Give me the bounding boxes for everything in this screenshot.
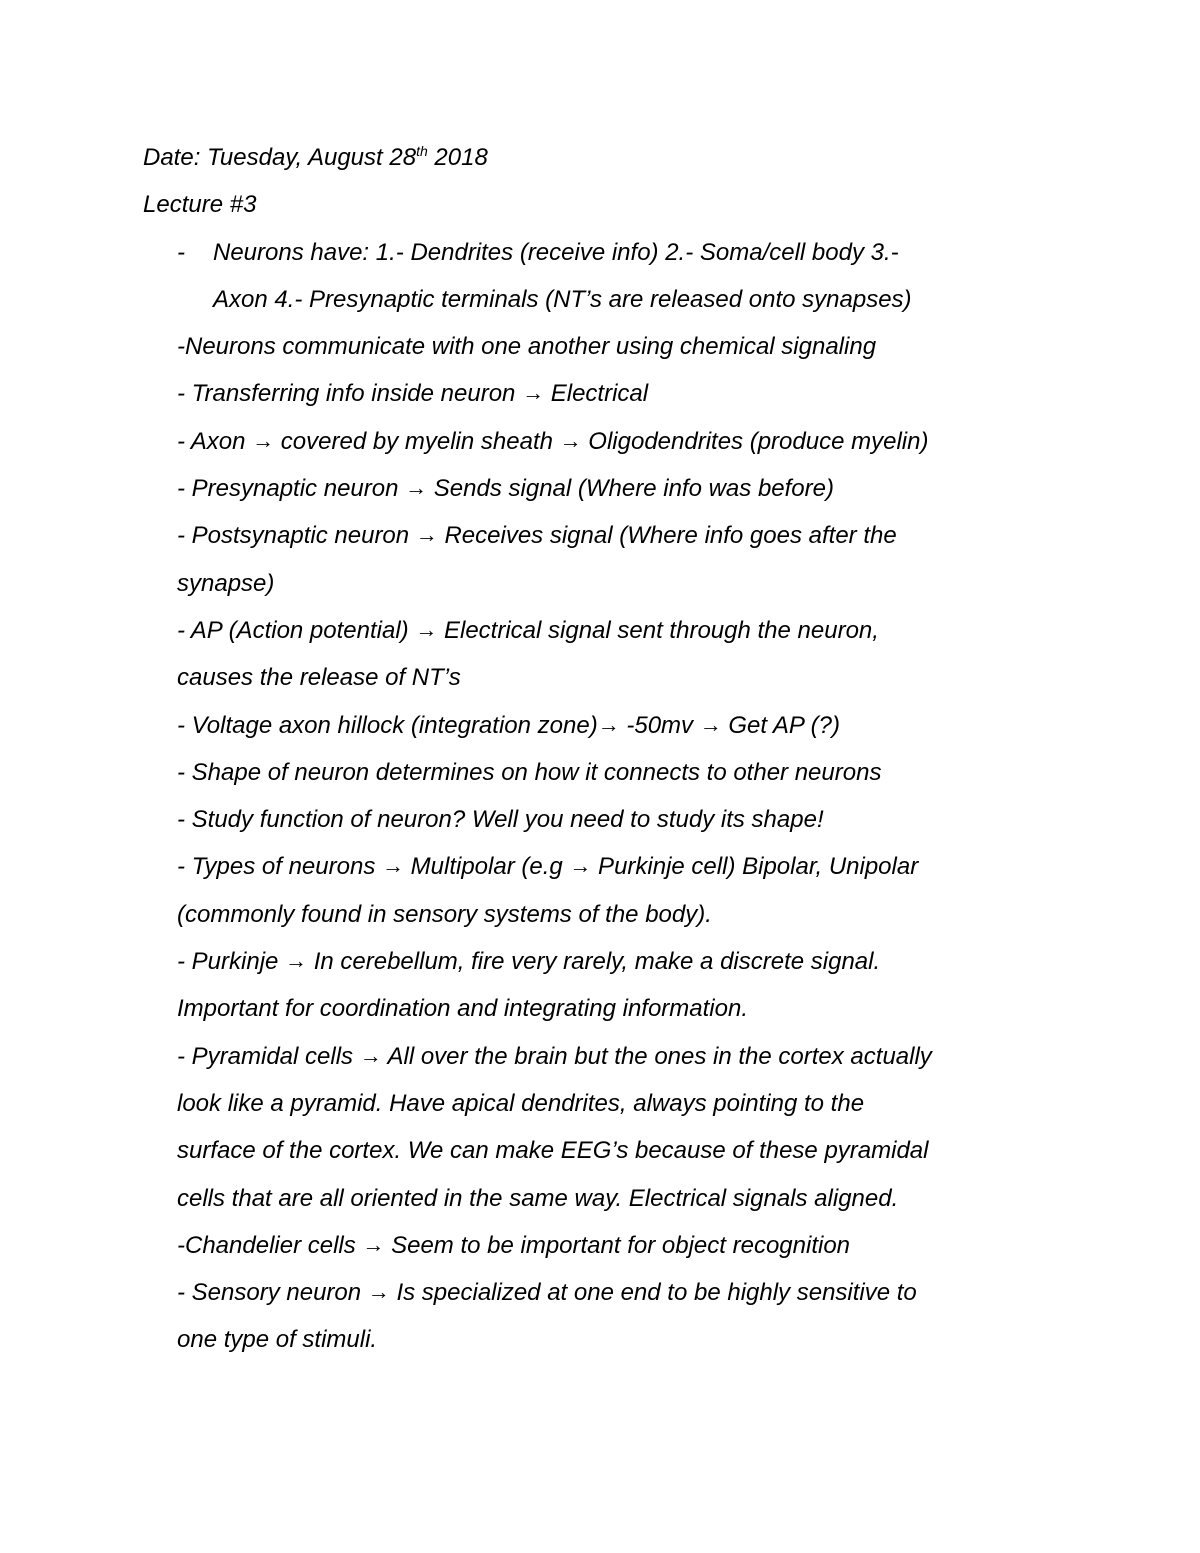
date-day: Tuesday, August 28 bbox=[207, 144, 417, 171]
right-arrow-icon: → bbox=[597, 711, 620, 737]
note-text: -50mv bbox=[619, 711, 700, 739]
right-arrow-icon: → bbox=[415, 616, 438, 642]
note-line bbox=[143, 702, 1053, 749]
note-line bbox=[143, 607, 1053, 654]
note-line: causes the release of NT’s bbox=[177, 664, 461, 692]
bullet-line-2: Axon 4.- Presynaptic terminals (NT’s are released onto synapses) bbox=[213, 285, 912, 313]
note-text: - Transferring info inside neuron bbox=[177, 380, 523, 408]
note-text: Receives signal (Where info goes after the bbox=[437, 522, 897, 550]
note-line: -Neurons communicate with one another using chemical signaling bbox=[177, 333, 877, 361]
note-line bbox=[143, 1269, 1053, 1316]
note-line: synapse) bbox=[177, 569, 275, 597]
note-line: look like a pyramid. Have apical dendrites, always pointing to the bbox=[177, 1089, 865, 1117]
note-text: Get AP (?) bbox=[721, 711, 840, 739]
note-text: - Purkinje bbox=[177, 948, 286, 976]
note-text: Sends signal (Where info was before) bbox=[427, 475, 834, 503]
right-arrow-icon: → bbox=[285, 948, 308, 974]
note-text: In cerebellum, fire very rarely, make a discrete signal. bbox=[307, 948, 881, 976]
note-line bbox=[143, 418, 1053, 465]
note-text: Electrical signal sent through the neuron, bbox=[437, 616, 879, 644]
note-line: cells that are all oriented in the same way. Electrical signals aligned. bbox=[177, 1184, 899, 1212]
note-line bbox=[143, 512, 1053, 559]
note-text: All over the brain but the ones in the cortex actually bbox=[381, 1042, 932, 1070]
note-text: - Axon bbox=[177, 427, 253, 455]
note-line: one type of stimuli. bbox=[177, 1326, 378, 1354]
note-line: (commonly found in sensory systems of the body). bbox=[177, 900, 712, 928]
note-text: - Voltage axon hillock (integration zone) bbox=[177, 711, 598, 739]
right-arrow-icon: → bbox=[522, 380, 545, 406]
note-line bbox=[143, 938, 1053, 985]
note-line bbox=[143, 1033, 1053, 1080]
bullet-text-1: Neurons have: 1.- Dendrites (receive info) 2.- Soma/cell body 3.- bbox=[213, 238, 899, 266]
note-text: - Types of neurons bbox=[177, 853, 382, 881]
note-text: Oligodendrites (produce myelin) bbox=[581, 427, 929, 455]
note-line bbox=[143, 1222, 1053, 1269]
note-line bbox=[143, 465, 1053, 512]
note-text: Multipolar (e.g bbox=[403, 853, 570, 881]
note-text: - Sensory neuron bbox=[177, 1279, 368, 1307]
note-text: covered by myelin sheath bbox=[274, 427, 560, 455]
date-ordinal: th bbox=[416, 143, 428, 159]
right-arrow-icon: → bbox=[381, 853, 404, 879]
note-text: - Pyramidal cells bbox=[177, 1042, 360, 1070]
right-arrow-icon: → bbox=[359, 1042, 382, 1068]
right-arrow-icon: → bbox=[252, 427, 275, 453]
right-arrow-icon: → bbox=[415, 522, 438, 548]
right-arrow-icon: → bbox=[367, 1279, 390, 1305]
note-line bbox=[143, 843, 1053, 890]
bullet-line-1 bbox=[143, 229, 1053, 276]
date-line bbox=[143, 134, 1053, 181]
note-text: - Postsynaptic neuron bbox=[177, 522, 416, 550]
right-arrow-icon: → bbox=[362, 1231, 385, 1257]
note-text: Purkinje cell) Bipolar, Unipolar bbox=[591, 853, 919, 881]
note-line bbox=[143, 370, 1053, 417]
right-arrow-icon: → bbox=[569, 853, 592, 879]
note-text: Electrical bbox=[544, 380, 649, 408]
date-year: 2018 bbox=[434, 144, 488, 171]
right-arrow-icon: → bbox=[559, 427, 582, 453]
note-line: surface of the cortex. We can make EEG’s because of these pyramidal bbox=[177, 1137, 929, 1165]
note-text: Is specialized at one end to be highly sensitive to bbox=[389, 1279, 917, 1307]
note-text: - AP (Action potential) bbox=[177, 616, 416, 644]
date-label: Date: bbox=[143, 144, 201, 171]
right-arrow-icon: → bbox=[699, 711, 722, 737]
note-text: - Presynaptic neuron bbox=[177, 475, 406, 503]
bullet-dash: - bbox=[177, 238, 185, 266]
note-line: Important for coordination and integrating information. bbox=[177, 995, 748, 1023]
right-arrow-icon: → bbox=[405, 475, 428, 501]
note-line: - Shape of neuron determines on how it connects to other neurons bbox=[177, 758, 882, 786]
note-line: - Study function of neuron? Well you need to study its shape! bbox=[177, 806, 824, 834]
note-text: -Chandelier cells bbox=[177, 1231, 363, 1259]
note-text: Seem to be important for object recognition bbox=[384, 1231, 851, 1259]
lecture-notes bbox=[143, 134, 1053, 1364]
lecture-title: Lecture #3 bbox=[143, 191, 257, 219]
